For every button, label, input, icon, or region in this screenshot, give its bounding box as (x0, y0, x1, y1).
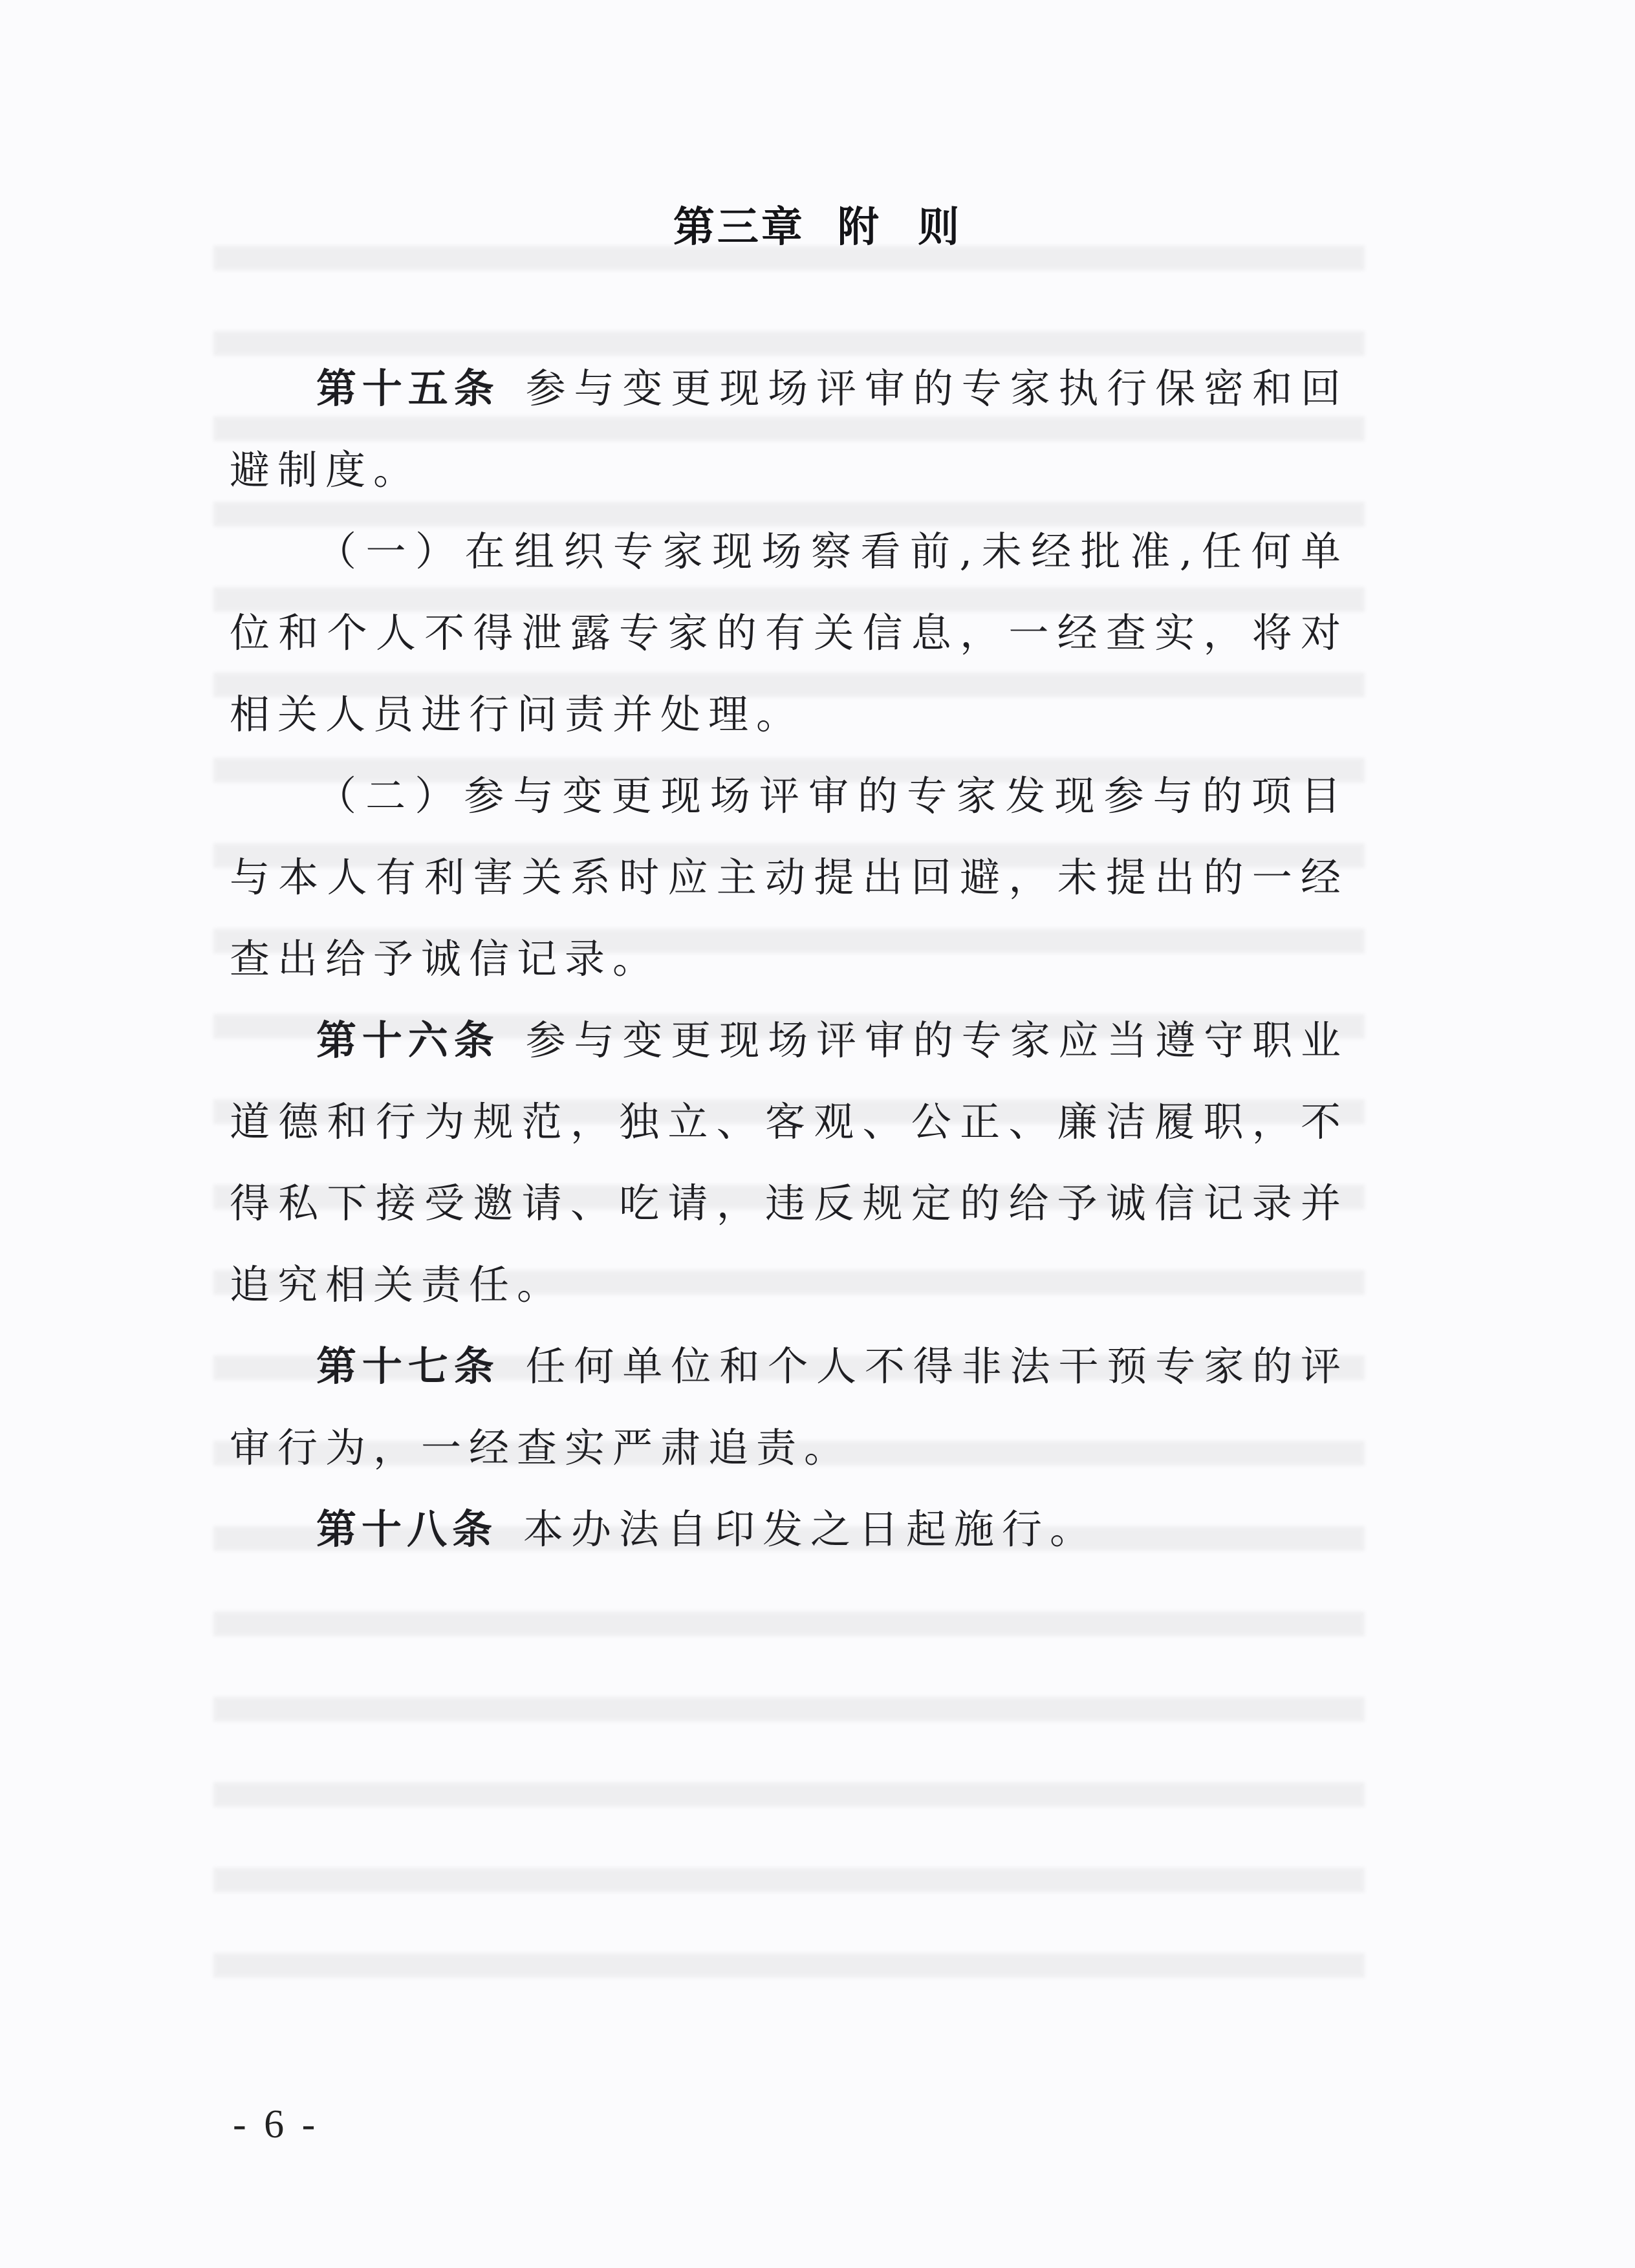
article-number: 第十六条 (316, 1017, 500, 1064)
page-number: - 6 - (233, 2102, 319, 2146)
document-body (230, 348, 1348, 1570)
chapter-title (0, 194, 1635, 254)
article-text: 参与变更现场评审的专家执行保密和回避制度。 (230, 365, 1348, 493)
chapter-name: 附 则 (837, 204, 962, 252)
article-15 (230, 348, 1348, 511)
article-text: 任何单位和个人不得非法干预专家的评审行为，一经查实严肃追责。 (230, 1343, 1348, 1471)
article-16 (230, 1000, 1348, 1326)
article-number: 第十八条 (316, 1506, 498, 1553)
article-number: 第十五条 (316, 365, 500, 412)
article-15-clause-1 (230, 511, 1348, 755)
article-text: 本办法自印发之日起施行。 (523, 1506, 1098, 1553)
article-number: 第十七条 (316, 1343, 500, 1390)
article-15-clause-2 (230, 755, 1348, 1000)
article-18 (230, 1489, 1348, 1570)
chapter-number: 第三章 (673, 204, 805, 252)
article-17 (230, 1326, 1348, 1489)
clause-text: （一）在组织专家现场察看前,未经批准,任何单位和个人不得泄露专家的有关信息，一经查实，将对相关人员进行问责并处理。 (230, 528, 1348, 738)
clause-text: （二）参与变更现场评审的专家发现参与的项目与本人有利害关系时应主动提出回避，未提出的一经查出给予诚信记录。 (230, 772, 1348, 982)
article-text: 参与变更现场评审的专家应当遵守职业道德和行为规范，独立、客观、公正、廉洁履职，不得私下接受邀请、吃请，违反规定的给予诚信记录并追究相关责任。 (230, 1017, 1348, 1308)
